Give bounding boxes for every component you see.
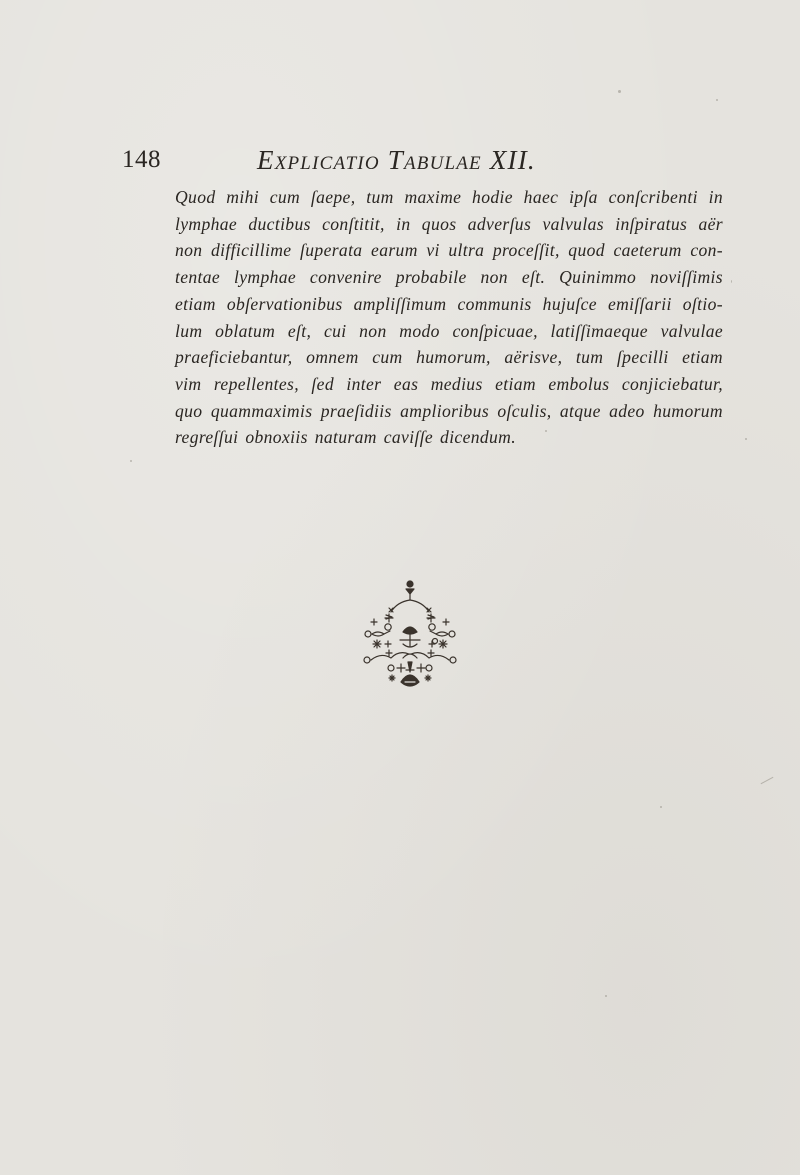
text-line-last: regreſſui obnoxiis naturam caviſſe dicendum. [175, 427, 516, 448]
fleuron-svg [345, 578, 475, 696]
page-number: 148 [122, 146, 161, 173]
fleuron-upper-arms [389, 600, 431, 612]
fleuron-stars-row-1 [371, 614, 449, 625]
text-line: lymphae ductibus conſtitit, in quos adverſus valvulas inſpiratus aër [175, 213, 723, 234]
text-line: lum oblatum eſt, cui non modo conſpicuae, latiſſimaeque valvulae [175, 320, 723, 341]
text-line: non difficillime ſuperata earum vi ultra proceſſit, quod caeterum con- [175, 240, 723, 261]
text-line: Quod mihi cum ſaepe, tum maxime hodie haec ipſa conſcribenti in [175, 187, 723, 207]
fleuron-stars-row-3 [388, 662, 432, 672]
paper-mark [761, 777, 774, 784]
paper-speck [605, 995, 607, 997]
paper-speck [745, 438, 747, 440]
paper-speck [716, 99, 718, 101]
paper-speck [618, 90, 621, 93]
paper-speck [660, 806, 662, 808]
text-line: quo quammaximis praeſidiis amplioribus oſculis, atque adeo humorum [175, 400, 723, 421]
page-header [122, 146, 682, 180]
text-line: tentae lymphae convenire probabile non eſt. Quinimmo noviſſimis [175, 267, 723, 288]
paper-speck [731, 280, 732, 283]
body-paragraph [175, 184, 723, 451]
fleuron-top-finial [406, 581, 414, 600]
text-line: etiam obſervationibus ampliſſimum communis hujuſce emiſſarii oſtio- [175, 293, 723, 314]
paper-speck [545, 430, 547, 432]
text-line: praeficiebantur, omnem cum humorum, aërisve, tum ſpecilli etiam [175, 347, 723, 368]
text-line: vim repellentes, ſed inter eas medius etiam embolus conjiciebatur, [175, 373, 723, 394]
printers-fleuron-ornament-icon [345, 578, 475, 696]
paper-speck [130, 460, 132, 462]
fleuron-bottom [389, 675, 431, 686]
running-title: Explicatio Tabulae XII. [257, 145, 536, 175]
